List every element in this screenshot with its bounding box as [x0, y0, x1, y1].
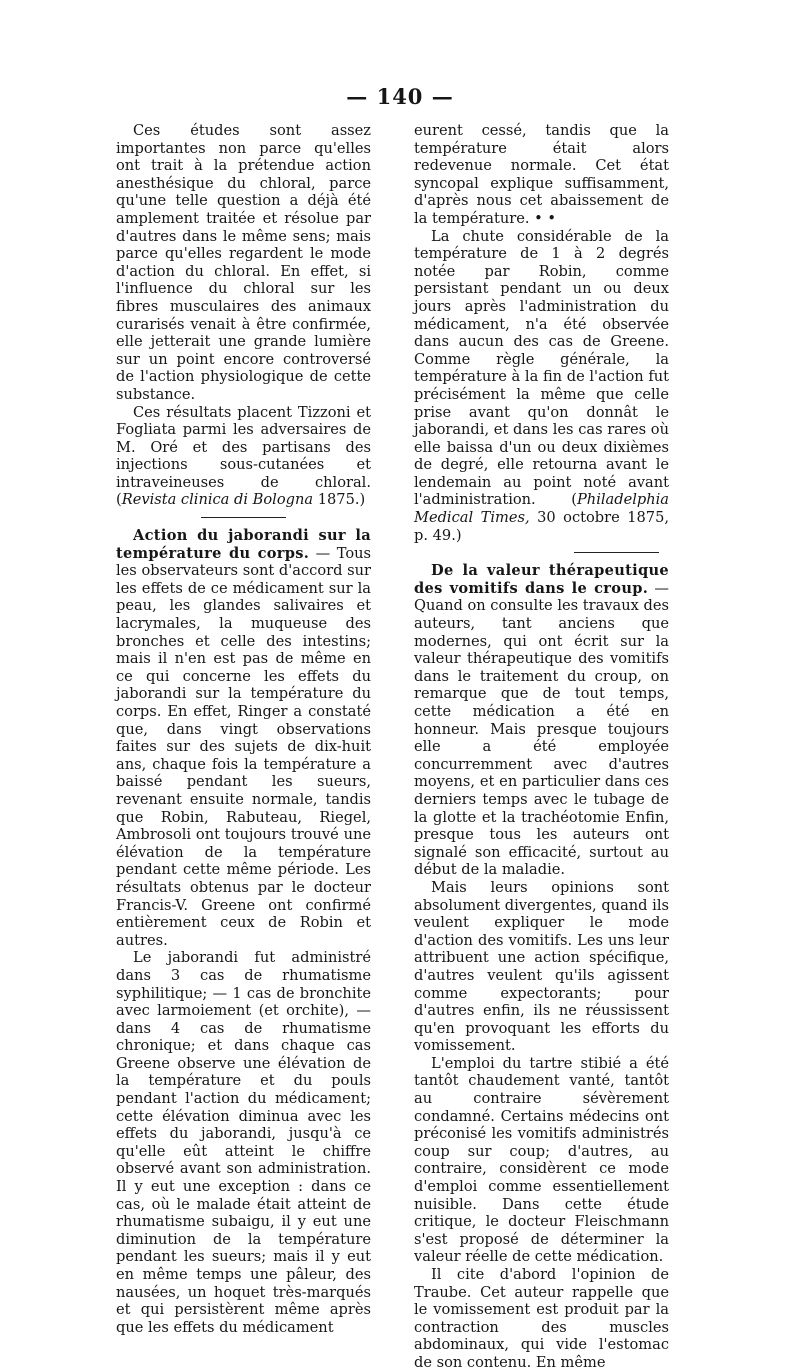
section-heading: De la valeur thérapeutique des vomitifs dans le croup.	[414, 562, 669, 597]
paragraph-text: 30 octobre 1875, p. 49.)	[414, 509, 669, 544]
paragraph	[414, 562, 669, 879]
paragraph: eurent cessé, tandis que la température était alors redevenue normale. Cet état syncopal explique suffisamment, d'après nous cet abaissement de la température. • •	[414, 122, 669, 227]
page-number: — 140 —	[346, 84, 454, 109]
paragraph-text: — Tous les observateurs sont d'accord sur les effets de ce médicament sur la peau, les glandes salivaires et lacrymales, la muqueuse des bronches et celle des intestins; mais il n'en est pas de même en ce qui concerne les effets du jaborandi sur la température du corps. En effet, Ringer a constaté que, dans vingt observations faites sur des sujets de dix-huit ans, chaque fois la température a baissé pendant les sueurs, revenant ensuite normale, tandis que Robin, Rabuteau, Riegel, Ambrosoli ont toujours trouvé une élévation de la température pendant cette même période. Les résultats obtenus par le docteur Francis-V. Greene ont confirmé entièrement ceux de Robin et autres.	[116, 544, 371, 949]
paragraph-text: 1875.)	[313, 491, 366, 509]
citation: Philadelphia Medical Times,	[414, 491, 669, 527]
paragraph	[116, 527, 371, 949]
paragraph-text: — Quand on consulte les travaux des auteurs, tant anciens que modernes, qui ont écrit sur la valeur thérapeutique des vomitifs dans le traitement du croup, on remarque que de tout temps, cette médication a été en honneur. Mais presque toujours elle a été employée concurremment avec d'autres moyens, et en particulier dans ces derniers temps avec le tubage de la glotte et la trachéotomie Enfin, presque tous les auteurs ont signalé son efficacité, surtout au début de la maladie.	[414, 579, 669, 879]
paragraph: Mais leurs opinions sont absolument divergentes, quand ils veulent expliquer le mode d'action des vomitifs. Les uns leur attribuent une action spécifique, d'autres veulent qu'ils agissent comme expectorants; pour d'autres enfin, ils ne réussissent qu'en provoquant les efforts du vomissement.	[414, 878, 669, 1055]
section-heading: Action du jaborandi sur la température du corps.	[116, 527, 371, 562]
right-column	[414, 122, 669, 1372]
paragraph: Ces études sont assez importantes non parce qu'elles ont trait à la prétendue action anesthésique du chloral, parce qu'une telle question a déjà été amplement traitée et résolue par d'autres dans le même sens; mais parce qu'elles regardent le mode d'action du chloral. En effet, si l'influence du chloral sur les fibres musculaires des animaux curarisés venait à être confirmée, elle jetterait une grande lumière sur un point encore controversé de l'action physiologique de cette substance.	[116, 122, 371, 403]
divider	[574, 552, 659, 553]
paragraph	[116, 404, 371, 510]
citation: Revista clinica di Bologna	[121, 491, 314, 509]
paragraph	[414, 228, 669, 545]
paragraph: Il cite d'abord l'opinion de Traube. Cet auteur rappelle que le vomissement est produit par la contraction des muscles abdominaux, qui vide l'estomac de son contenu. En même	[414, 1266, 669, 1371]
paragraph: L'emploi du tartre stibié a été tantôt chaudement vanté, tantôt au contraire sévèrement condamné. Certains médecins ont préconisé les vomitifs administrés coup sur coup; d'autres, au contraire, considèrent ce mode d'emploi comme essentiellement nuisible. Dans cette étude critique, le docteur Fleischmann s'est proposé de déterminer la valeur réelle de cette médication.	[414, 1054, 669, 1266]
paragraph: Le jaborandi fut administré dans 3 cas de rhumatisme syphilitique; — 1 cas de bronchite avec larmoiement (et orchite), — dans 4 cas de rhumatisme chronique; et dans chaque cas Greene observe une élévation de la température et du pouls pendant l'action du médicament; cette élévation diminua avec les effets du jaborandi, jusqu'à ce qu'elle eût atteint le chiffre observé avant son administration. Il y eut une exception : dans ce cas, où le malade était atteint de rhumatisme subaigu, il y eut une diminution de la température pendant les sueurs; mais il y eut en même temps une pâleur, des nausées, un hoquet très-marqués et qui persistèrent même après que les effets du médicament	[116, 949, 371, 1336]
paragraph-text: La chute considérable de la température de 1 à 2 degrés notée par Robin, comme persistant pendant un ou deux jours après l'administration du médicament, n'a été observée dans aucun des cas de Greene. Comme règle générale, la température à la fin de l'action fut précisément la même que celle prise avant qu'on donnât le jaborandi, et dans les cas rares où elle baissa d'un ou deux dixièmes de degré, elle retourna avant le lendemain au point noté avant l'administration. (	[414, 227, 669, 509]
left-column	[116, 122, 371, 1336]
paragraph-text: Ces résultats placent Tizzoni et Fogliata parmi les adversaires de M. Oré et des partisans des injections sous-cutanées et intraveineuses de chloral. (	[116, 403, 371, 509]
divider	[201, 517, 286, 518]
